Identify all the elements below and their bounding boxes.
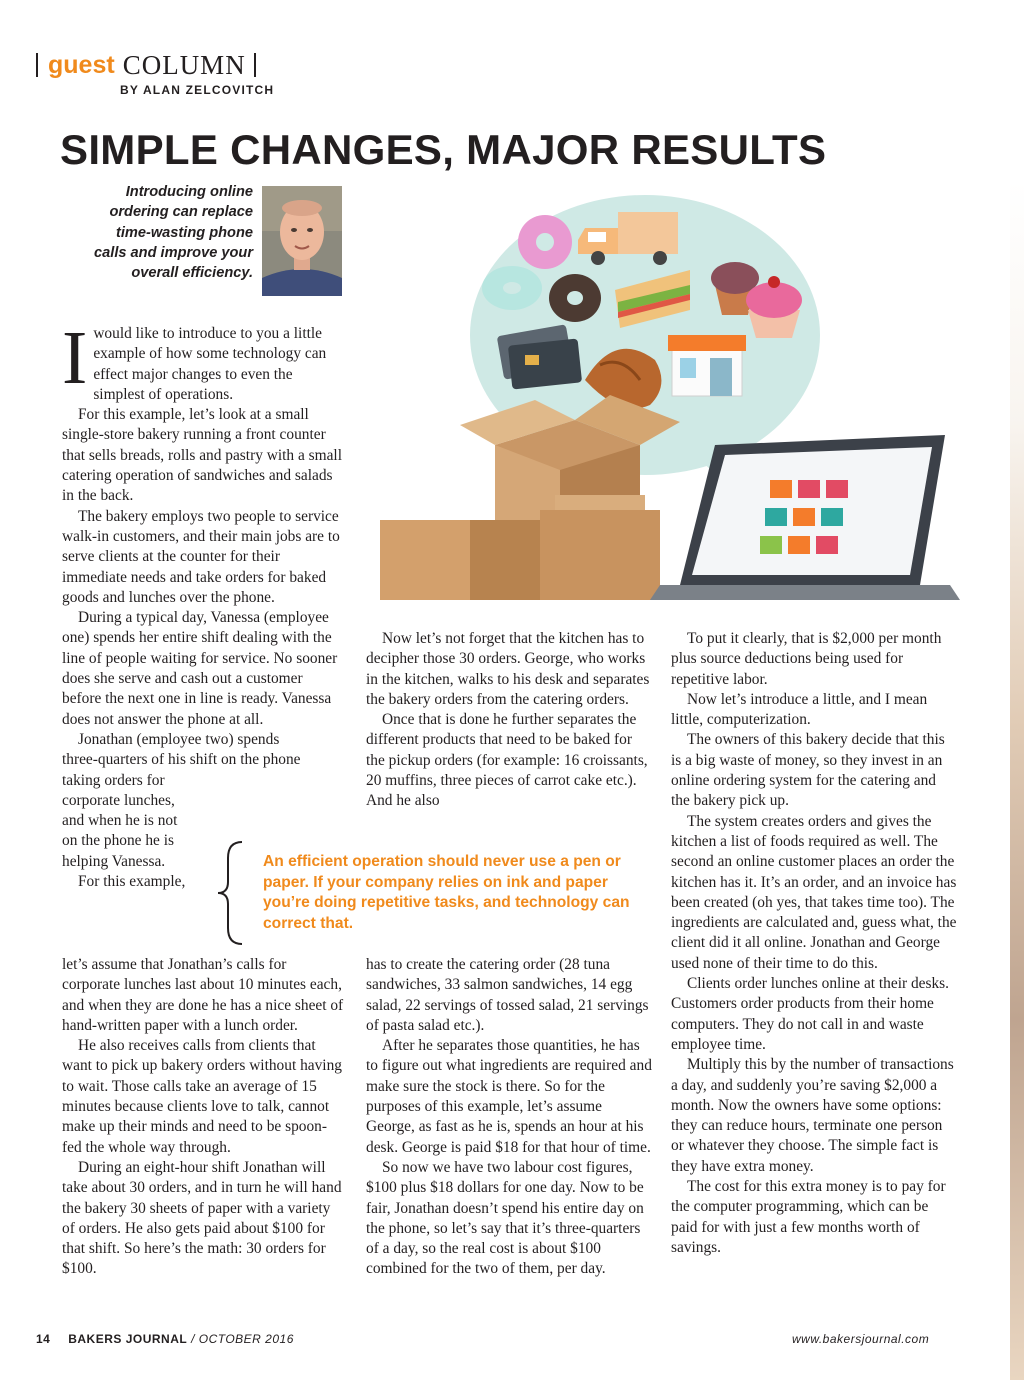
paragraph: To put it clearly, that is $2,000 per month plus source deductions being used for repetitive labor. — [671, 630, 942, 688]
paragraph: Clients order lunches online at their desks. Customers order products from their home computers. They do not call in and waste employee time. — [671, 975, 950, 1053]
paragraph: let’s assume that Jonathan’s calls for corporate lunches last about 10 minutes each, and when they are done he has a nice sheet of hand-written paper with a lunch order. — [62, 956, 344, 1034]
column-1-top — [62, 316, 344, 892]
paragraph-line: Jonathan (employee two) spends — [78, 730, 280, 748]
paragraph: has to create the catering order (28 tuna sandwiches, 33 salmon sandwiches, 14 egg salad, 22 servings of tossed salad, 21 servings of pasta salad etc.). — [366, 956, 649, 1034]
issue-date: / OCTOBER 2016 — [191, 1332, 294, 1346]
paragraph: The bakery employs two people to service walk-in customers, and their main jobs are to serve clients at the counter for their immediate needs and take orders for baked goods and lunches over the phone. — [62, 507, 340, 606]
paragraph: The system creates orders and gives the kitchen a list of foods required as well. The second an online customer places an order the kitchen has it. It’s an order, and an invoice has been created (oh yes, that takes time too). The ingredients are calculated and, guess what, the client did it all online. Jonathan and George used none of their time to do this. — [671, 812, 957, 972]
byline: BY ALAN ZELCOVITCH — [120, 83, 275, 97]
page-edge-decoration — [1010, 180, 1024, 1380]
page-number: 14 — [36, 1332, 51, 1346]
headshot-photo — [262, 186, 342, 296]
kicker-guest: guest — [48, 50, 115, 79]
paragraph: He also receives calls from clients that want to pick up bakery orders without having to wait. Those calls take an average of 15 minutes because clients love to talk, cannot make up their minds and need to be spoon-fed the whole way through. — [62, 1037, 342, 1156]
paragraph-line: For this example, — [78, 873, 186, 891]
guest-column-kicker — [36, 50, 256, 80]
bakery-illustration — [360, 190, 960, 610]
brace-icon — [212, 838, 252, 948]
paragraph: Now let’s not forget that the kitchen has to decipher those 30 orders. George, who works in the kitchen, walks to his desk and separates the bakery orders from the catering orders. — [366, 630, 650, 708]
kicker-divider — [36, 53, 38, 77]
page-title: SIMPLE CHANGES, MAJOR RESULTS — [60, 126, 827, 173]
paragraph: Now let’s introduce a little, and I mean little, computerization. — [671, 690, 928, 729]
footer-left — [36, 1332, 294, 1346]
paragraph: So now we have two labour cost figures, $100 plus $18 dollars for one day. Now to be fair, Jonathan doesn’t spend his entire day on the phone, so let’s say that it’s three-quarters of a day, so the real cost is about $100 combined for the two of them, per day. — [366, 1158, 644, 1278]
paragraph-line: helping Vanessa. — [62, 852, 166, 870]
paragraph: During an eight-hour shift Jonathan will take about 30 orders, and in turn he will hand the bakery 30 sheets of paper with a variety of orders. He also gets paid about $100 for that shift. So here’s the math: 30 orders for $100. — [62, 1158, 342, 1278]
paragraph-line: corporate lunches, — [62, 791, 175, 809]
storefront-icon — [668, 335, 746, 396]
column-1-bottom — [62, 955, 346, 1280]
website-link[interactable]: www.bakersjournal.com — [792, 1332, 930, 1346]
paragraph: Multiply this by the number of transactions a day, and suddenly you’re saving $2,000 a month. Now the owners have some options: they can reduce hours, terminate one person or whatever they choose. The simple fact is they have extra money. — [671, 1056, 954, 1175]
paragraph: After he separates those quantities, he has to figure out what ingredients are required and make sure the stock is there. So for the purposes of this example, let’s assume George, as fast as he is, spends an hour at his desk. George is paid $18 for that hour of time. — [366, 1037, 652, 1156]
paragraph-line: taking orders for — [62, 771, 165, 789]
paragraph: The owners of this bakery decide that this is a big waste of money, so they invest in an online ordering system for the catering and the bakery pick up. — [671, 731, 945, 810]
pull-quote: An efficient operation should never use a pen or paper. If your company relies on ink and paper you’re doing repetitive tasks, and technology can correct that. — [263, 853, 630, 932]
shipping-box-icon — [380, 395, 680, 600]
column-2-bottom — [366, 955, 652, 1280]
drop-cap: I — [62, 316, 88, 400]
deck-subtitle: Introducing online ordering can replace time-wasting phone calls and improve your overall efficiency. — [94, 184, 253, 282]
paragraph: Once that is done he further separates the different products that need to be baked for the pickup orders (for example: 16 croissants, 20 muffins, three pieces of carrot cake etc.). And he also — [366, 711, 648, 810]
paragraph: For this example, let’s look at a small single-store bakery running a front counter that sells breads, rolls and pastry with a small catering operation of sandwiches and salads in the back. — [62, 406, 342, 505]
column-2-top — [366, 629, 652, 812]
paragraph-line: on the phone he is — [62, 832, 174, 850]
kicker-column: COLUMN — [122, 49, 246, 80]
paragraph-line: and when he is not — [62, 812, 178, 830]
magazine-name: BAKERS JOURNAL — [68, 1332, 188, 1346]
paragraph: During a typical day, Vanessa (employee one) spends her entire shift dealing with the line of people waiting for service. No sooner does she serve and cash out a customer before the next one in line is ready. Vanessa does not answer the phone at all. — [62, 609, 338, 728]
column-3 — [671, 629, 957, 1258]
kicker-divider — [254, 53, 256, 77]
paragraph-line: three-quarters of his shift on the phone — [62, 751, 301, 769]
paragraph: would like to introduce to you a little example of how some technology can effect major changes to even the simplest of operations. — [93, 325, 327, 403]
paragraph: The cost for this extra money is to pay for the computer programming, which can be paid for with just a few months worth of savings. — [671, 1178, 946, 1256]
